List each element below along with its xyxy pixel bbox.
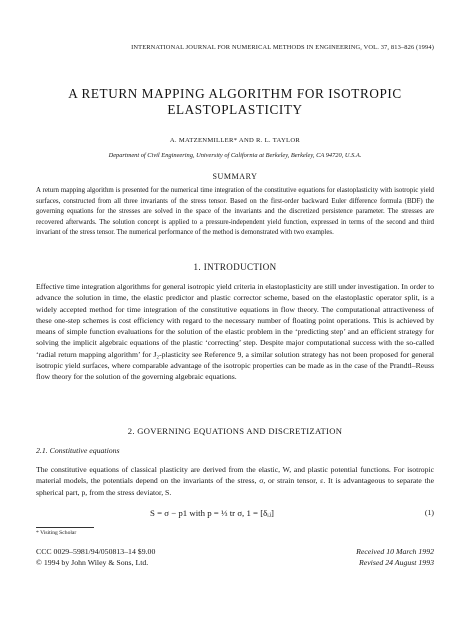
summary-heading: SUMMARY [212, 172, 258, 181]
copyright: © 1994 by John Wiley & Sons, Ltd. [36, 558, 149, 567]
received-date: Received 10 March 1992 [356, 547, 434, 556]
paper-title-line-2: ELASTOPLASTICITY [167, 102, 303, 117]
equation-1 [150, 508, 434, 519]
footer-right [356, 546, 434, 568]
summary-text: A return mapping algorithm is presented for the numerical time integration of the constitutive equations for elastoplasticity with isotropic yield surfaces, constructed from all three invariants of the stress tensor. Based on the first-order backward Euler difference formula (BDF) the governing equations for the stresses are solved in the space of the invariants and the discretized persistence parameter. The stresses are recovered afterwards. The solution concept is applied to a pressure-independent yield function, expressed in terms of the second and third invariant of the stress tensor. The numerical performance of the method is demonstrated with two examples. [36, 187, 434, 236]
authors: A. MATZENMILLER* AND R. L. TAYLOR [169, 137, 301, 144]
affiliation: Department of Civil Engineering, University of California at Berkeley, Berkeley, CA 94720, U.S.A. [108, 152, 362, 159]
section-2-text: The constitutive equations of classical plasticity are derived from the elastic, W, and plastic potential functions. For isotropic material models, the potentials depend on the invariants of the stress, σ, or strain tensor, ε. It is advantageous to separate the spherical part, p, from the stress deviator, S. [36, 465, 434, 497]
paper-title [36, 86, 434, 118]
ccc-code: CCC 0029–5981/94/050813–14 $9.00 [36, 547, 156, 556]
footer-left [36, 546, 155, 568]
section-2-heading: 2. GOVERNING EQUATIONS AND DISCRETIZATION [127, 426, 343, 436]
revised-date: Revised 24 August 1993 [359, 558, 434, 567]
journal-header: INTERNATIONAL JOURNAL FOR NUMERICAL METHODS IN ENGINEERING, VOL. 37, 813–826 (1994) [131, 44, 434, 51]
section-1-text: Effective time integration algorithms for general isotropic yield criteria in elastoplasticity are still under investigation. In order to advance the solution in time, the elastic predictor and plastic corrector scheme, based on the elastoplastic operator split, is a widely accepted method for time integration of the constitutive equations in flow theory. The computational attractiveness of these one-step schemes is cost efficiency with regard to the necessary number of floating point operations. This is achieved by means of simple function evaluations for the solution of the elastic problem in the ‘predicting step’ and an efficient strategy for solving the implicit algebraic equations of the plastic ‘correcting’ step. Despite major computational success with the so-called ‘radial return mapping algorithm’ for J₂-plasticity see Reference 9, a similar solution strategy has not been proposed for general isotropic yield surfaces, where comparable advantage of the isotropic properties can be made as in the case of the Prandtl–Reuss flow theory for the solution of the governing algebraic equations. [36, 282, 434, 382]
footnote-rule [36, 527, 94, 528]
paper-title-line-1: A RETURN MAPPING ALGORITHM FOR ISOTROPIC [68, 86, 402, 101]
footnote: * Visiting Scholar [36, 530, 77, 536]
subsection-2-1-heading: 2.1. Constitutive equations [36, 446, 120, 455]
section-1-heading: 1. INTRODUCTION [193, 262, 277, 272]
equation-1-body: S = σ − p1 with p = ⅓ tr σ, 1 = [δᵢⱼ] [150, 508, 274, 518]
equation-1-number: (1) [424, 508, 434, 517]
